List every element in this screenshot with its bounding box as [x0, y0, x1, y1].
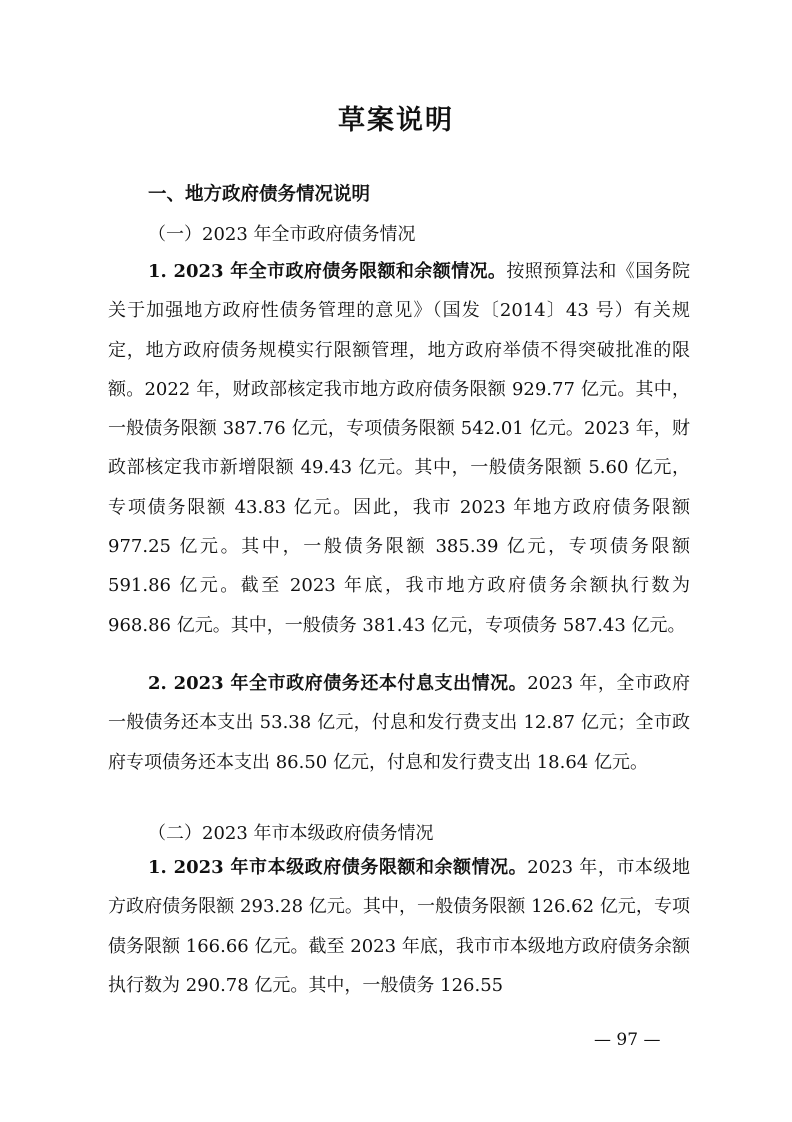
paragraph-lead: 1. 2023 年市本级政府债务限额和余额情况。: [148, 857, 528, 878]
paragraph-lead: 2. 2023 年全市政府债务还本付息支出情况。: [148, 673, 528, 694]
paragraph-municipal-limit: [108, 848, 690, 1005]
page-number: — 97 —: [594, 1030, 661, 1050]
page-title: 草案说明: [338, 105, 454, 136]
paragraph-debt-service: [108, 664, 690, 782]
paragraph-lead: 1. 2023 年全市政府债务限额和余额情况。: [148, 261, 507, 282]
paragraph-body: 2023 年，全市政府一般债务还本支出 53.38 亿元，付息和发行费支出 12.87 亿元；全市政府专项债务还本支出 86.50 亿元，付息和发行费支出 18.64 亿元。: [108, 673, 691, 773]
paragraph-body: 2023 年，市本级地方政府债务限额 293.28 亿元。其中，一般债务限额 126.62 亿元，专项债务限额 166.66 亿元。截至 2023 年底，我市市本级地方政府债务余额执行数为 290.78 亿元。其中，一般债务 126.55: [108, 857, 691, 996]
section-heading: 一、地方政府债务情况说明: [148, 184, 371, 205]
paragraph-body: 按照预算法和《国务院关于加强地方政府性债务管理的意见》（国发〔2014〕43 号）有关规定，地方政府债务规模实行限额管理，地方政府举债不得突破批准的限额。2022 年，财政部核定我市地方政府债务限额 929.77 亿元。其中，一般债务限额 387.76 亿元，专项债务限额 542.01 亿元。2023 年，财政部核定我市新增限额 49.43 亿元。其中，一般债务限额 5.60 亿元，专项债务限额 43.83 亿元。因此，我市 2023 年地方政府债务限额 977.25 亿元。其中，一般债务限额 385.39 亿元，专项债务限额 591.86 亿元。截至 2023 年底，我市地方政府债务余额执行数为 968.86 亿元。其中，一般债务 381.43 亿元，专项债务 587.43 亿元。: [108, 261, 691, 636]
paragraph-debt-limit: [108, 252, 690, 645]
subheading-municipal-debt: （二）2023 年市本级政府债务情况: [148, 823, 434, 844]
subheading-city-debt: （一）2023 年全市政府债务情况: [148, 224, 416, 245]
